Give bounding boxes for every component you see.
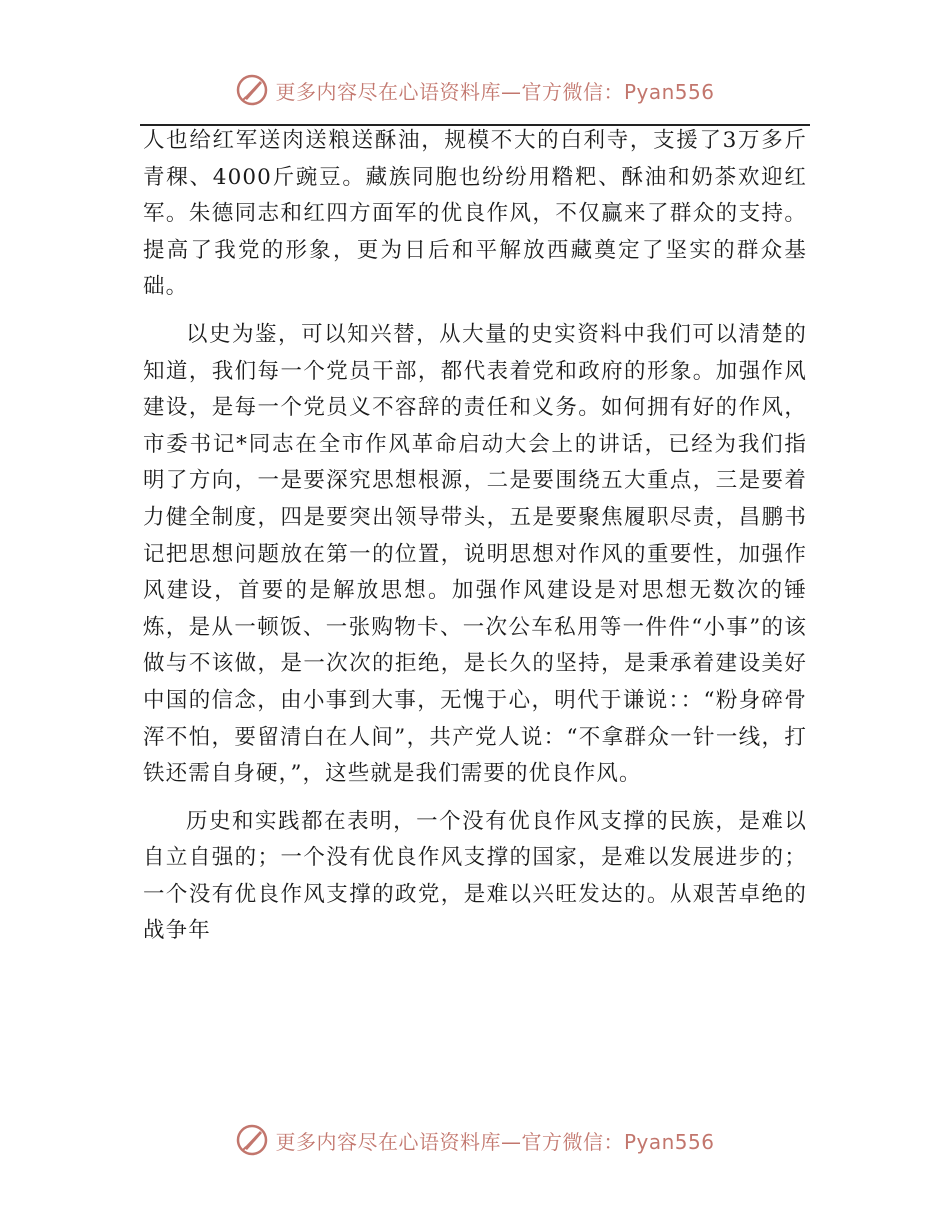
- header-banner: [0, 70, 950, 110]
- paragraph-3: 历史和实践都在表明，一个没有优良作风支撑的民族，是难以自立自强的；一个没有优良作风支撑的国家，是难以发展进步的；一个没有优良作风支撑的政党，是难以兴旺发达的。从艰苦卓绝的战争年: [143, 808, 807, 944]
- paragraph-1: 人也给红军送肉送粮送酥油，规模不大的白利寺，支援了3万多斤青稞、4000斤豌豆。藏族同胞也纷纷用糌粑、酥油和奶茶欢迎红军。朱德同志和红四方面军的优良作风，不仅赢来了群众的支持。提高了我党的形象，更为日后和平解放西藏奠定了坚实的群众基础。: [143, 128, 807, 300]
- footer-banner-text: 更多内容尽在心语资料库—官方微信：Pyan556: [275, 1129, 715, 1154]
- document-body: [143, 123, 807, 961]
- paragraph-2: 以史为鉴，可以知兴替，从大量的史实资料中我们可以清楚的知道，我们每一个党员干部，都代表着党和政府的形象。加强作风建设，是每一个党员义不容辞的责任和义务。如何拥有好的作风，市委书记*同志在全市作风革命启动大会上的讲话，已经为我们指明了方向，一是要深究思想根源，二是要围绕五大重点，三是要着力健全制度，四是要突出领导带头，五是要聚焦履职尽责，昌鹏书记把思想问题放在第一的位置，说明思想对作风的重要性，加强作风建设，首要的是解放思想。加强作风建设是对思想无数次的锤炼，是从一顿饭、一张购物卡、一次公车私用等一件件“小事”的该做与不该做，是一次次的拒绝，是长久的坚持，是秉承着建设美好中国的信念，由小事到大事，无愧于心，明代于谦说：：“粉身碎骨浑不怕，要留清白在人间”，共产党人说：“不拿群众一针一线，打铁还需自身硬，”，这些就是我们需要的优良作风。: [143, 321, 807, 787]
- footer-banner: [0, 1120, 950, 1160]
- header-banner-text: 更多内容尽在心语资料库—官方微信：Pyan556: [275, 79, 715, 104]
- quill-logo-icon: [235, 73, 269, 107]
- quill-logo-icon: [235, 1123, 269, 1157]
